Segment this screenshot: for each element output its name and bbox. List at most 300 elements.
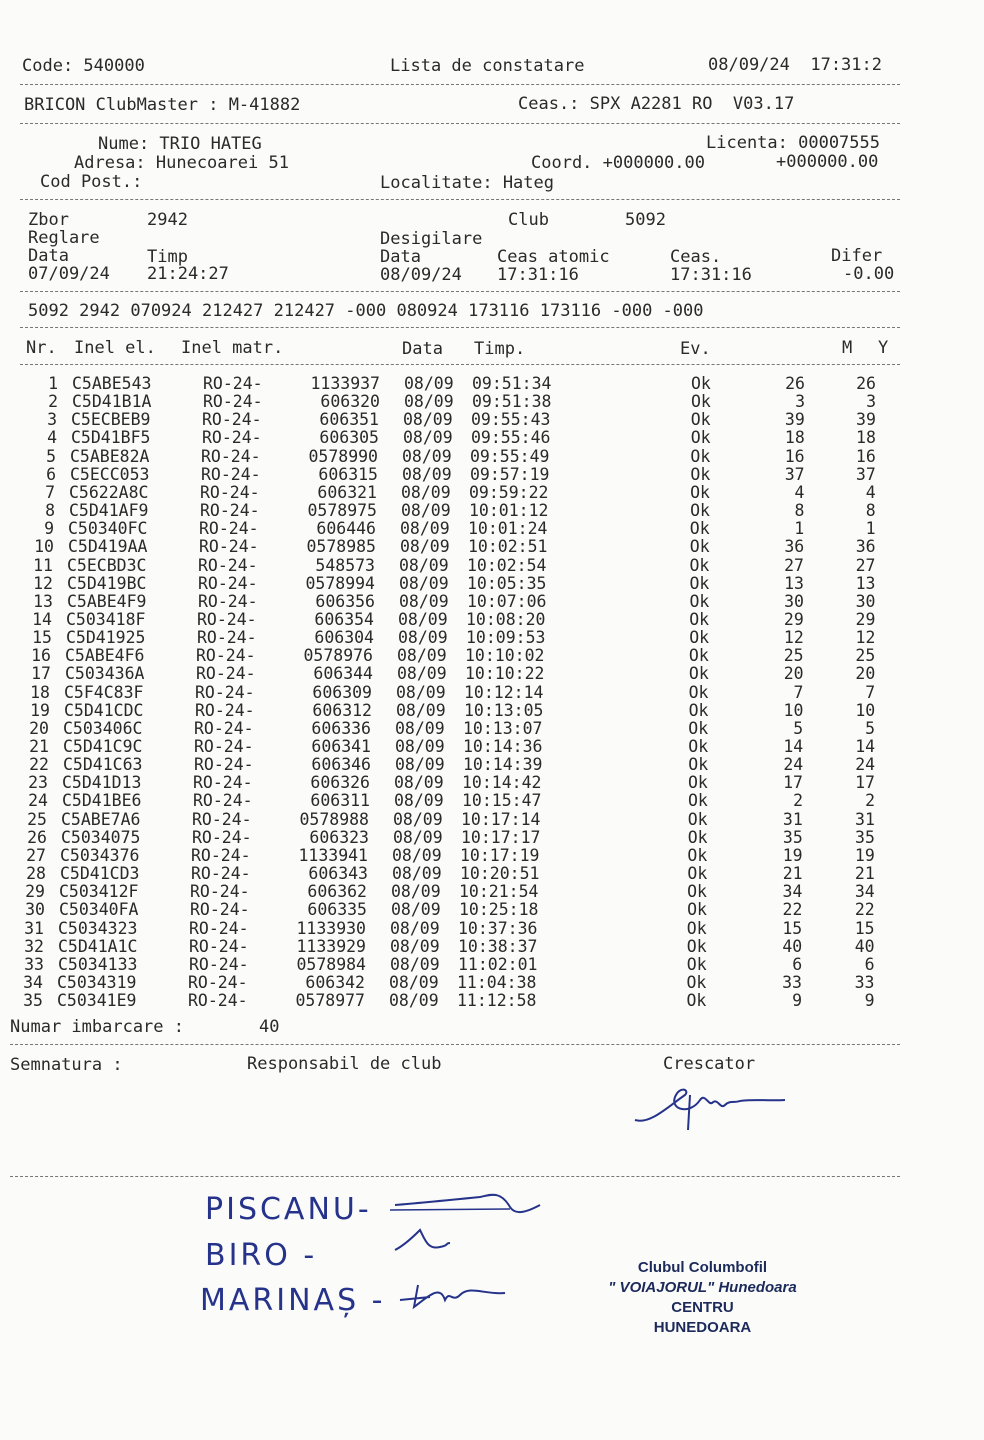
table-row bbox=[0, 991, 984, 1009]
rank-m: 15 bbox=[782, 918, 803, 938]
code-label: Code: 540000 bbox=[22, 56, 145, 76]
arrival-date: 08/09 bbox=[390, 954, 440, 974]
row-number: 32 bbox=[24, 936, 44, 956]
row-number: 19 bbox=[30, 700, 50, 720]
rank-m: 6 bbox=[792, 954, 803, 974]
electronic-ring: C5ECC053 bbox=[70, 464, 150, 484]
ceas-label: Ceas. bbox=[670, 247, 722, 267]
divider bbox=[20, 84, 900, 85]
arrival-time: 10:17:17 bbox=[461, 827, 541, 847]
electronic-ring: C503412F bbox=[59, 882, 139, 902]
ring-prefix: RO-24- bbox=[196, 664, 256, 684]
row-number: 16 bbox=[31, 646, 51, 666]
event-status: Ok bbox=[686, 991, 707, 1011]
arrival-time: 10:21:54 bbox=[459, 882, 539, 902]
atomic-time: 17:31:16 bbox=[497, 265, 579, 285]
ring-prefix: RO-24- bbox=[194, 718, 254, 738]
arrival-time: 10:02:51 bbox=[468, 537, 548, 557]
ring-matriculation: 0578988 bbox=[299, 809, 369, 829]
row-number: 22 bbox=[29, 755, 49, 775]
divider bbox=[20, 123, 900, 124]
reglare-date: 07/09/24 bbox=[28, 264, 110, 284]
arrival-date: 08/09 bbox=[392, 845, 442, 865]
event-status: Ok bbox=[688, 773, 708, 793]
data-label: Data bbox=[28, 246, 69, 266]
table-row bbox=[0, 465, 984, 483]
desigilare-date: 08/09/24 bbox=[380, 265, 462, 285]
ring-matriculation: 1133937 bbox=[310, 374, 380, 393]
event-status: Ok bbox=[688, 682, 709, 702]
divider bbox=[10, 1044, 900, 1045]
ring-matriculation: 606305 bbox=[319, 428, 379, 448]
rank-y: 25 bbox=[855, 646, 876, 666]
electronic-ring: C5D419AA bbox=[68, 537, 148, 557]
electronic-ring: C503406C bbox=[63, 718, 143, 738]
arrival-time: 11:12:58 bbox=[457, 991, 537, 1011]
ring-matriculation: 0578985 bbox=[306, 537, 376, 557]
arrival-time: 10:05:35 bbox=[467, 573, 547, 593]
ring-prefix: RO-24- bbox=[200, 482, 260, 502]
row-number: 30 bbox=[25, 900, 45, 920]
arrival-time: 09:55:43 bbox=[471, 410, 551, 430]
signature-label: Semnatura : bbox=[10, 1055, 123, 1075]
breeder-signature bbox=[630, 1075, 790, 1135]
table-row bbox=[0, 537, 984, 555]
imbarcare-label: Numar imbarcare : bbox=[10, 1017, 184, 1037]
electronic-ring: C50340FC bbox=[68, 519, 148, 539]
table-row bbox=[0, 646, 984, 664]
rank-y: 17 bbox=[855, 773, 875, 793]
print-datetime: 08/09/24 17:31:2 bbox=[708, 55, 882, 75]
arrival-time: 09:57:19 bbox=[470, 464, 550, 484]
event-status: Ok bbox=[686, 918, 707, 938]
rank-m: 39 bbox=[784, 410, 805, 430]
arrival-time: 10:17:14 bbox=[461, 809, 541, 829]
ring-matriculation: 0578984 bbox=[296, 954, 366, 974]
license-number: Licenta: 00007555 bbox=[706, 133, 880, 153]
arrival-date: 08/09 bbox=[403, 410, 453, 430]
table-row bbox=[0, 628, 984, 646]
electronic-ring: C5ABE4F6 bbox=[65, 646, 145, 666]
electronic-ring: C5D41D13 bbox=[62, 773, 142, 793]
ring-prefix: RO-24- bbox=[193, 791, 253, 811]
arrival-time: 10:02:54 bbox=[467, 555, 547, 575]
ring-matriculation: 606315 bbox=[318, 464, 378, 484]
row-number: 4 bbox=[47, 428, 57, 448]
event-status: Ok bbox=[690, 410, 711, 430]
ring-prefix: RO-24- bbox=[200, 501, 260, 521]
divider bbox=[10, 1176, 900, 1177]
arrival-time: 10:15:47 bbox=[462, 791, 542, 811]
rank-y: 13 bbox=[855, 573, 876, 593]
table-row bbox=[0, 483, 984, 501]
clock-time: 17:31:16 bbox=[670, 265, 752, 285]
row-number: 23 bbox=[28, 773, 48, 793]
rank-m: 19 bbox=[782, 845, 803, 865]
table-row bbox=[0, 773, 984, 791]
zbor-value: 2942 bbox=[147, 210, 188, 230]
table-row bbox=[0, 410, 984, 428]
table-row bbox=[0, 592, 984, 610]
arrival-date: 08/09 bbox=[399, 573, 449, 593]
table-row bbox=[0, 955, 984, 973]
electronic-ring: C503418F bbox=[66, 609, 146, 629]
rank-y: 12 bbox=[855, 628, 876, 648]
rank-y: 24 bbox=[855, 755, 876, 775]
table-row bbox=[0, 519, 984, 537]
arrival-date: 08/09 bbox=[390, 918, 440, 938]
table-row bbox=[0, 882, 984, 900]
difer-label: Difer bbox=[831, 246, 883, 266]
rank-y: 22 bbox=[854, 900, 875, 920]
coord-latitude: Coord. +000000.00 bbox=[531, 153, 705, 173]
event-status: Ok bbox=[691, 374, 711, 393]
col-inel-el-header: Inel el. bbox=[74, 338, 156, 358]
arrival-time: 09:51:34 bbox=[472, 374, 552, 393]
divider bbox=[20, 364, 900, 365]
ring-prefix: RO-24- bbox=[190, 882, 250, 902]
electronic-ring: C50340FA bbox=[59, 900, 139, 920]
ring-matriculation: 0578994 bbox=[305, 573, 375, 593]
ring-prefix: RO-24- bbox=[190, 900, 250, 920]
rank-y: 19 bbox=[854, 845, 875, 865]
ring-prefix: RO-24- bbox=[202, 428, 262, 448]
event-status: Ok bbox=[689, 591, 710, 611]
rank-y: 16 bbox=[855, 446, 876, 466]
table-row bbox=[0, 755, 984, 773]
handwritten-name-2: BIRO - bbox=[205, 1238, 318, 1273]
rank-m: 5 bbox=[793, 718, 804, 738]
table-row bbox=[0, 719, 984, 737]
locality: Localitate: Hateg bbox=[380, 173, 554, 193]
rank-m: 18 bbox=[784, 428, 805, 448]
event-status: Ok bbox=[689, 573, 710, 593]
arrival-time: 09:59:22 bbox=[469, 482, 549, 502]
table-row bbox=[0, 737, 984, 755]
ring-matriculation: 0578990 bbox=[308, 446, 378, 466]
ring-prefix: RO-24- bbox=[198, 591, 258, 611]
rank-y: 37 bbox=[855, 464, 876, 484]
ring-prefix: RO-24- bbox=[196, 646, 256, 666]
arrival-time: 10:25:18 bbox=[459, 900, 539, 920]
table-row bbox=[0, 973, 984, 991]
table-row bbox=[0, 791, 984, 809]
ring-prefix: RO-24- bbox=[198, 555, 258, 575]
ring-matriculation: 606320 bbox=[320, 392, 380, 412]
event-status: Ok bbox=[687, 845, 708, 865]
club-label: Club bbox=[508, 210, 549, 230]
table-row bbox=[0, 937, 984, 955]
ring-prefix: RO-24- bbox=[199, 537, 259, 557]
electronic-ring: C5034323 bbox=[58, 918, 138, 938]
owner-address: Adresa: Hunecoarei 51 bbox=[74, 153, 289, 173]
arrival-date: 08/09 bbox=[404, 392, 454, 412]
rank-m: 7 bbox=[793, 682, 804, 702]
event-status: Ok bbox=[688, 646, 709, 666]
row-number: 26 bbox=[27, 827, 47, 847]
rank-m: 17 bbox=[783, 773, 803, 793]
event-status: Ok bbox=[688, 718, 709, 738]
ring-matriculation: 1133930 bbox=[296, 918, 366, 938]
table-row bbox=[0, 701, 984, 719]
ring-prefix: RO-24- bbox=[189, 936, 249, 956]
ring-prefix: RO-24- bbox=[195, 682, 255, 702]
arrival-date: 08/09 bbox=[399, 591, 449, 611]
rank-y: 9 bbox=[864, 991, 875, 1011]
rank-m: 8 bbox=[794, 501, 805, 521]
rank-m: 40 bbox=[782, 936, 803, 956]
ring-matriculation: 606351 bbox=[319, 410, 379, 430]
electronic-ring: C50341E9 bbox=[57, 991, 137, 1011]
ring-matriculation: 606309 bbox=[312, 682, 372, 702]
ring-prefix: RO-24- bbox=[189, 954, 249, 974]
ring-matriculation: 606336 bbox=[311, 718, 371, 738]
ring-matriculation: 606323 bbox=[309, 827, 369, 847]
row-number: 28 bbox=[26, 864, 46, 884]
row-number: 29 bbox=[25, 882, 45, 902]
rank-m: 24 bbox=[783, 755, 804, 775]
rank-y: 10 bbox=[855, 700, 876, 720]
rank-y: 21 bbox=[854, 864, 875, 884]
ring-prefix: RO-24- bbox=[201, 446, 261, 466]
row-number: 27 bbox=[26, 845, 46, 865]
arrival-date: 08/09 bbox=[391, 900, 441, 920]
arrival-date: 08/09 bbox=[395, 755, 445, 775]
arrival-date: 08/09 bbox=[395, 737, 445, 756]
handwritten-name-3: MARINAȘ - bbox=[200, 1283, 386, 1318]
ring-prefix: RO-24- bbox=[202, 410, 262, 430]
difference: -0.00 bbox=[843, 264, 895, 284]
table-row bbox=[0, 919, 984, 937]
ring-matriculation: 1133941 bbox=[298, 845, 368, 865]
row-number: 34 bbox=[23, 972, 43, 992]
arrival-date: 08/09 bbox=[393, 809, 443, 829]
table-row bbox=[0, 574, 984, 592]
arrival-date: 08/09 bbox=[389, 991, 439, 1011]
arrival-date: 08/09 bbox=[400, 519, 450, 539]
arrival-date: 08/09 bbox=[403, 428, 453, 448]
ring-matriculation: 606311 bbox=[310, 791, 370, 811]
rank-y: 14 bbox=[855, 737, 876, 756]
rank-y: 31 bbox=[855, 809, 875, 829]
ring-prefix: RO-24- bbox=[189, 918, 249, 938]
arrival-date: 08/09 bbox=[396, 682, 446, 702]
electronic-ring: C5622A8C bbox=[69, 482, 149, 502]
arrival-date: 08/09 bbox=[399, 555, 449, 575]
ring-prefix: RO-24- bbox=[197, 628, 257, 648]
row-number: 9 bbox=[44, 519, 54, 539]
rank-y: 1 bbox=[865, 519, 876, 539]
postal-code: Cod Post.: bbox=[40, 172, 143, 192]
zbor-label: Zbor bbox=[28, 210, 69, 230]
arrival-time: 10:14:39 bbox=[463, 755, 543, 775]
ring-prefix: RO-24- bbox=[192, 809, 252, 829]
event-status: Ok bbox=[687, 900, 707, 920]
electronic-ring: C5D41C9C bbox=[63, 737, 143, 756]
ring-matriculation: 0578975 bbox=[307, 501, 377, 521]
electronic-ring: C5D41B1A bbox=[72, 392, 152, 412]
arrival-date: 08/09 bbox=[394, 791, 444, 811]
electronic-ring: C5D41AF9 bbox=[69, 501, 149, 521]
timp-label: Timp bbox=[147, 247, 188, 267]
arrival-date: 08/09 bbox=[391, 882, 441, 902]
table-row bbox=[0, 664, 984, 682]
table-row bbox=[0, 556, 984, 574]
electronic-ring: C5D41CDC bbox=[64, 700, 144, 720]
rank-m: 12 bbox=[783, 628, 804, 648]
table-row bbox=[0, 683, 984, 701]
arrival-time: 10:13:05 bbox=[464, 700, 544, 720]
ring-matriculation: 606344 bbox=[313, 664, 373, 684]
event-status: Ok bbox=[688, 737, 709, 756]
electronic-ring: C5D41BE6 bbox=[62, 791, 142, 811]
reglare-time: 21:24:27 bbox=[147, 264, 229, 284]
rank-m: 2 bbox=[793, 791, 803, 811]
electronic-ring: C5034319 bbox=[57, 972, 137, 992]
rank-y: 30 bbox=[855, 591, 876, 611]
arrival-time: 09:51:38 bbox=[472, 392, 552, 412]
table-row bbox=[0, 864, 984, 882]
rank-y: 4 bbox=[865, 482, 876, 502]
table-row bbox=[0, 392, 984, 410]
ring-prefix: RO-24- bbox=[188, 991, 248, 1011]
imbarcare-value: 40 bbox=[259, 1017, 280, 1037]
arrival-time: 10:12:14 bbox=[464, 682, 544, 702]
ring-matriculation: 606304 bbox=[314, 628, 374, 648]
arrival-time: 10:13:07 bbox=[463, 718, 543, 738]
col-ev-header: Ev. bbox=[680, 339, 711, 359]
ring-prefix: RO-24- bbox=[197, 609, 257, 629]
event-status: Ok bbox=[690, 428, 711, 448]
rank-m: 30 bbox=[784, 591, 804, 611]
arrival-date: 08/09 bbox=[396, 700, 446, 720]
club-value: 5092 bbox=[625, 210, 666, 230]
event-status: Ok bbox=[687, 809, 708, 829]
rank-m: 36 bbox=[784, 537, 805, 557]
arrival-date: 08/09 bbox=[401, 482, 451, 502]
rank-m: 37 bbox=[784, 464, 805, 484]
row-number: 11 bbox=[33, 555, 53, 575]
ring-matriculation: 606326 bbox=[310, 773, 370, 793]
ring-prefix: RO-24- bbox=[191, 845, 251, 865]
arrival-date: 08/09 bbox=[402, 464, 452, 484]
rank-m: 10 bbox=[783, 700, 804, 720]
device-label: BRICON ClubMaster : M-41882 bbox=[24, 95, 301, 115]
rank-y: 6 bbox=[864, 954, 875, 974]
arrival-date: 08/09 bbox=[401, 501, 451, 521]
row-number: 21 bbox=[29, 737, 49, 756]
row-number: 5 bbox=[46, 446, 56, 466]
row-number: 12 bbox=[33, 573, 53, 593]
arrival-time: 10:38:37 bbox=[458, 936, 538, 956]
col-timp-header: Timp. bbox=[474, 339, 526, 359]
ring-matriculation: 548573 bbox=[315, 555, 375, 575]
col-m-header: M bbox=[842, 338, 853, 358]
row-number: 33 bbox=[24, 954, 44, 974]
ring-matriculation: 606342 bbox=[305, 972, 365, 992]
row-number: 25 bbox=[27, 809, 47, 829]
event-status: Ok bbox=[691, 392, 711, 412]
rank-m: 21 bbox=[782, 864, 803, 884]
event-status: Ok bbox=[690, 501, 710, 521]
row-number: 15 bbox=[32, 628, 52, 648]
rank-y: 35 bbox=[855, 827, 875, 847]
event-status: Ok bbox=[687, 827, 708, 847]
arrival-time: 10:08:20 bbox=[466, 609, 546, 629]
arrival-date: 08/09 bbox=[390, 936, 440, 956]
clock-label: Ceas.: SPX A2281 RO V03.17 bbox=[518, 94, 795, 114]
electronic-ring: C5034133 bbox=[58, 954, 138, 974]
rank-y: 15 bbox=[854, 918, 875, 938]
arrival-date: 08/09 bbox=[397, 646, 447, 666]
event-status: Ok bbox=[689, 537, 710, 557]
desigilare-label: Desigilare bbox=[380, 229, 483, 249]
rank-y: 29 bbox=[855, 609, 876, 629]
rank-y: 7 bbox=[865, 682, 876, 702]
ring-matriculation: 606343 bbox=[308, 864, 368, 884]
event-status: Ok bbox=[690, 464, 711, 484]
ceas-atomic-label: Ceas atomic bbox=[497, 247, 610, 267]
stamp-line: " VOIAJORUL" Hunedoara bbox=[608, 1279, 797, 1296]
rank-y: 27 bbox=[855, 555, 876, 575]
stamp-line: HUNEDOARA bbox=[653, 1319, 752, 1336]
rank-m: 35 bbox=[782, 827, 803, 847]
event-status: Ok bbox=[688, 755, 709, 775]
rank-y: 33 bbox=[854, 972, 875, 992]
arrival-date: 08/09 bbox=[393, 827, 443, 847]
ring-matriculation: 606362 bbox=[307, 882, 367, 902]
rank-y: 5 bbox=[865, 718, 876, 738]
electronic-ring: C5D41BF5 bbox=[71, 428, 151, 448]
rank-y: 26 bbox=[856, 374, 876, 393]
arrival-time: 10:01:12 bbox=[469, 501, 549, 521]
electronic-ring: C5D41A1C bbox=[58, 936, 138, 956]
arrival-date: 08/09 bbox=[404, 374, 454, 393]
ring-prefix: RO-24- bbox=[203, 374, 263, 393]
electronic-ring: C5ABE4F9 bbox=[67, 591, 147, 611]
ring-prefix: RO-24- bbox=[194, 755, 254, 775]
rank-m: 26 bbox=[785, 374, 805, 393]
electronic-ring: C5ECBD3C bbox=[67, 555, 147, 575]
arrival-date: 08/09 bbox=[392, 864, 442, 884]
rank-y: 40 bbox=[854, 936, 875, 956]
event-status: Ok bbox=[689, 555, 710, 575]
ring-matriculation: 0578977 bbox=[295, 991, 365, 1011]
event-status: Ok bbox=[686, 936, 707, 956]
ring-prefix: RO-24- bbox=[201, 464, 261, 484]
ring-prefix: RO-24- bbox=[198, 573, 258, 593]
event-status: Ok bbox=[686, 954, 707, 974]
arrival-time: 11:02:01 bbox=[458, 954, 538, 974]
row-number: 35 bbox=[23, 991, 43, 1011]
rank-m: 33 bbox=[782, 972, 802, 992]
event-status: Ok bbox=[688, 664, 709, 684]
row-number: 14 bbox=[32, 609, 52, 629]
rank-y: 2 bbox=[865, 791, 875, 811]
ring-prefix: RO-24- bbox=[193, 773, 253, 793]
row-number: 7 bbox=[45, 482, 55, 502]
ring-matriculation: 606312 bbox=[312, 700, 372, 720]
arrival-time: 10:09:53 bbox=[466, 628, 546, 648]
event-status: Ok bbox=[687, 882, 707, 902]
table-row bbox=[0, 810, 984, 828]
rank-m: 3 bbox=[795, 392, 805, 412]
rank-y: 39 bbox=[856, 410, 876, 430]
ring-matriculation: 606335 bbox=[307, 900, 367, 920]
rank-y: 18 bbox=[856, 428, 876, 448]
row-number: 1 bbox=[48, 374, 58, 393]
arrival-time: 10:20:51 bbox=[460, 864, 540, 884]
